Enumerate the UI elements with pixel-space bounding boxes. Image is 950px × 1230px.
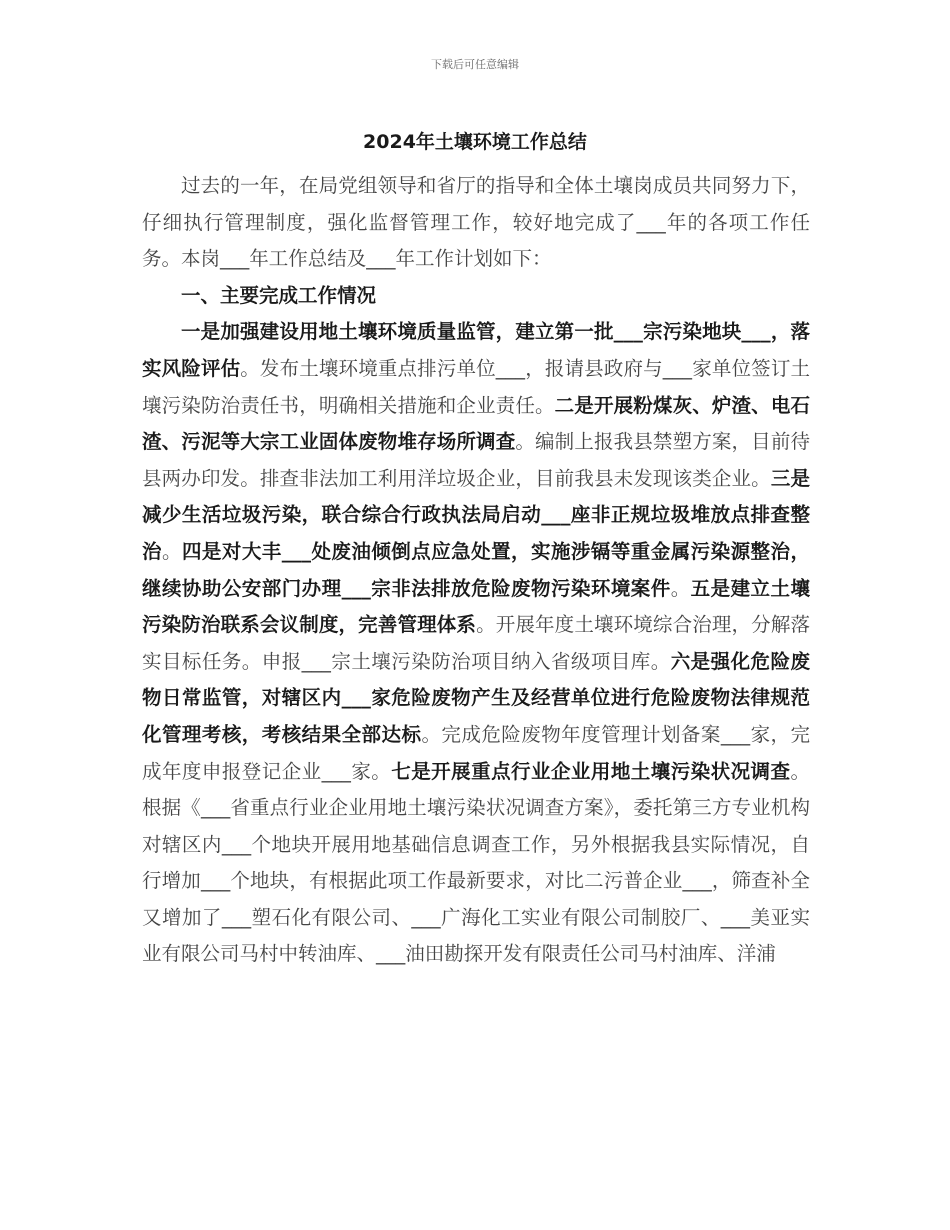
item-4-text: 。 <box>670 576 691 600</box>
item-2-bold: 二是开展粉煤灰、炉渣、电石渣、污泥等大宗工业固体废物堆存场所调查 <box>142 393 810 454</box>
item-4-bold: 四是对大丰___处废油倾倒点应急处置，实施涉镉等重金属污染源整治，继续协助公安部门办理___宗非法排放危险废物污染环境案件 <box>142 539 810 600</box>
item-5-bold: 五是建立土壤污染防治联系会议制度，完善管理体系 <box>142 576 810 637</box>
item-7-bold: 七是开展重点行业企业用地土壤污染状况调查 <box>391 759 791 783</box>
item-1-text: 。发布土壤环境重点排污单位___，报请县政府与___家单位签订土壤污染防治责任书，明确相关措施和企业责任。 <box>142 356 810 417</box>
item-5-text: 。开展年度土壤环境综合治理，分解落实目标任务。申报___宗土壤污染防治项目纳入省级项目库。 <box>142 613 810 673</box>
item-7-text: 。根据《___省重点行业企业用地土壤污染状况调查方案》，委托第三方专业机构对辖区内___个地块开展用地基础信息调查工作，另外根据我县实际情况，自行增加___个地块，有根据此项工作最新要求，对比二污普企业___，筛查补全又增加了___塑石化有限公司、___广海化工实业有限公司制胶厂、___美亚实业有限公司马村中转油库、___油田勘探开发有限责任公司马村油库、洋浦 <box>142 759 810 966</box>
item-2-text: 。编制上报我县禁塑方案，目前待县两办印发。排查非法加工利用洋垃圾企业，目前我县未发现该类企业。 <box>142 430 810 490</box>
item-6-bold: 六是强化危险废物日常监管，对辖区内___家危险废物产生及经营单位进行危险废物法律规范化管理考核，考核结果全部达标 <box>142 649 810 746</box>
header-note: 下载后可任意编辑 <box>431 58 519 71</box>
section-heading: 一、主要完成工作情况 <box>181 283 377 307</box>
item-6-text: 。完成危险废物年度管理计划备案___家，完成年度申报登记企业___家。 <box>142 722 810 783</box>
document-body <box>142 168 810 973</box>
intro-paragraph: 过去的一年，在局党组领导和省厅的指导和全体土壤岗成员共同努力下，仔细执行管理制度，强化监督管理工作，较好地完成了___年的各项工作任务。本岗___年工作总结及___年工作计划如下： <box>142 174 810 271</box>
item-3-text: 。 <box>161 539 182 563</box>
work-summary-paragraph <box>142 314 810 973</box>
item-3-bold: 三是减少生活垃圾污染，联合综合行政执法局启动___座非正规垃圾堆放点排查整治 <box>142 466 810 563</box>
page-title: 2024年土壤环境工作总结 <box>363 131 587 153</box>
item-1-bold: 一是加强建设用地土壤环境质量监管，建立第一批___宗污染地块___，落实风险评估 <box>142 320 810 380</box>
